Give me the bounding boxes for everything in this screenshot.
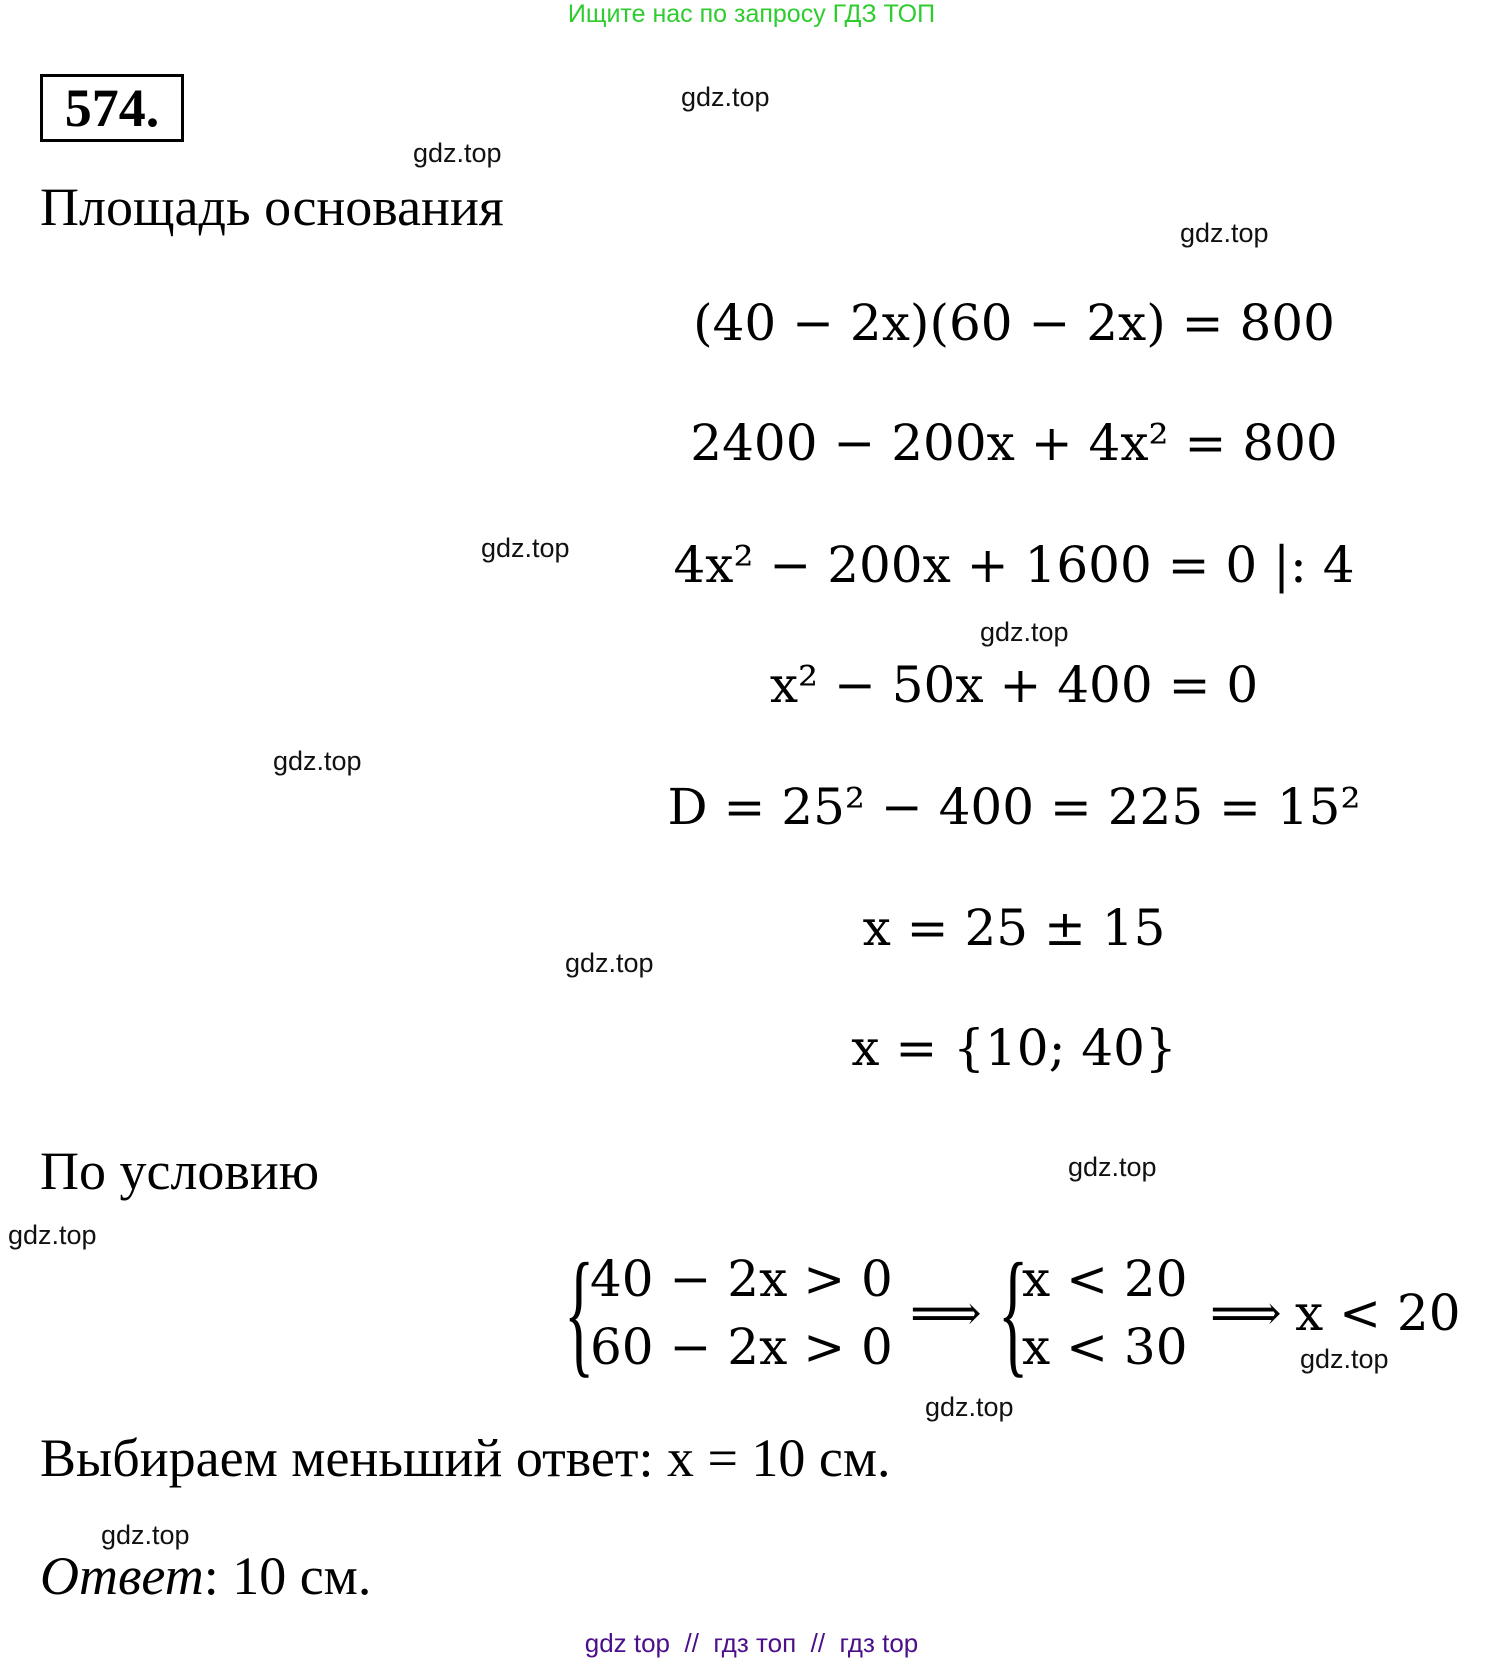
roots-line: x = {10; 40} [851,1019,1177,1077]
footer-links[interactable]: gdz top // гдз топ // гдз top [584,1628,919,1658]
watermark: gdz.top [681,82,770,112]
equation-line: 4x² − 200x + 1600 = 0 |: 4 [673,536,1355,594]
problem-number: 574. [40,74,184,142]
watermark: gdz.top [273,746,362,776]
answer-label: Ответ [40,1546,204,1606]
watermark: gdz.top [8,1220,97,1250]
watermark: gdz.top [925,1392,1014,1422]
intro-text: Площадь основания [40,177,504,237]
system-inequality: 40 − 2x > 0 [590,1250,893,1308]
watermark: gdz.top [101,1520,190,1550]
answer-value: : 10 см. [203,1546,372,1606]
condition-label: По условию [40,1141,320,1201]
watermark: gdz.top [565,948,654,978]
system-inequality: x < 30 [1022,1318,1188,1376]
implies-arrow: ⟹ [910,1284,982,1342]
answer [40,1545,371,1607]
equation-line: x = 25 ± 15 [862,899,1166,957]
system-inequality: x < 20 [1022,1250,1188,1308]
search-banner[interactable]: Ищите нас по запросу ГДЗ ТОП [567,0,936,28]
equation-line: x² − 50x + 400 = 0 [769,656,1259,714]
watermark: gdz.top [1068,1152,1157,1182]
left-brace-icon: { [564,1235,595,1390]
discriminant-line: D = 25² − 400 = 225 = 15² [667,778,1361,836]
watermark: gdz.top [1300,1344,1389,1374]
equation-line: (40 − 2x)(60 − 2x) = 800 [693,294,1335,352]
system-inequality: 60 − 2x > 0 [590,1318,893,1376]
left-brace-icon: { [998,1235,1029,1390]
equation-line: 2400 − 200x + 4x² = 800 [690,414,1338,472]
watermark: gdz.top [1180,218,1269,248]
choice-text: Выбираем меньший ответ: x = 10 см. [40,1428,891,1488]
watermark: gdz.top [481,533,570,563]
system-result: x < 20 [1295,1284,1461,1342]
watermark: gdz.top [980,617,1069,647]
implies-arrow: ⟹ [1210,1284,1282,1342]
watermark: gdz.top [413,138,502,168]
